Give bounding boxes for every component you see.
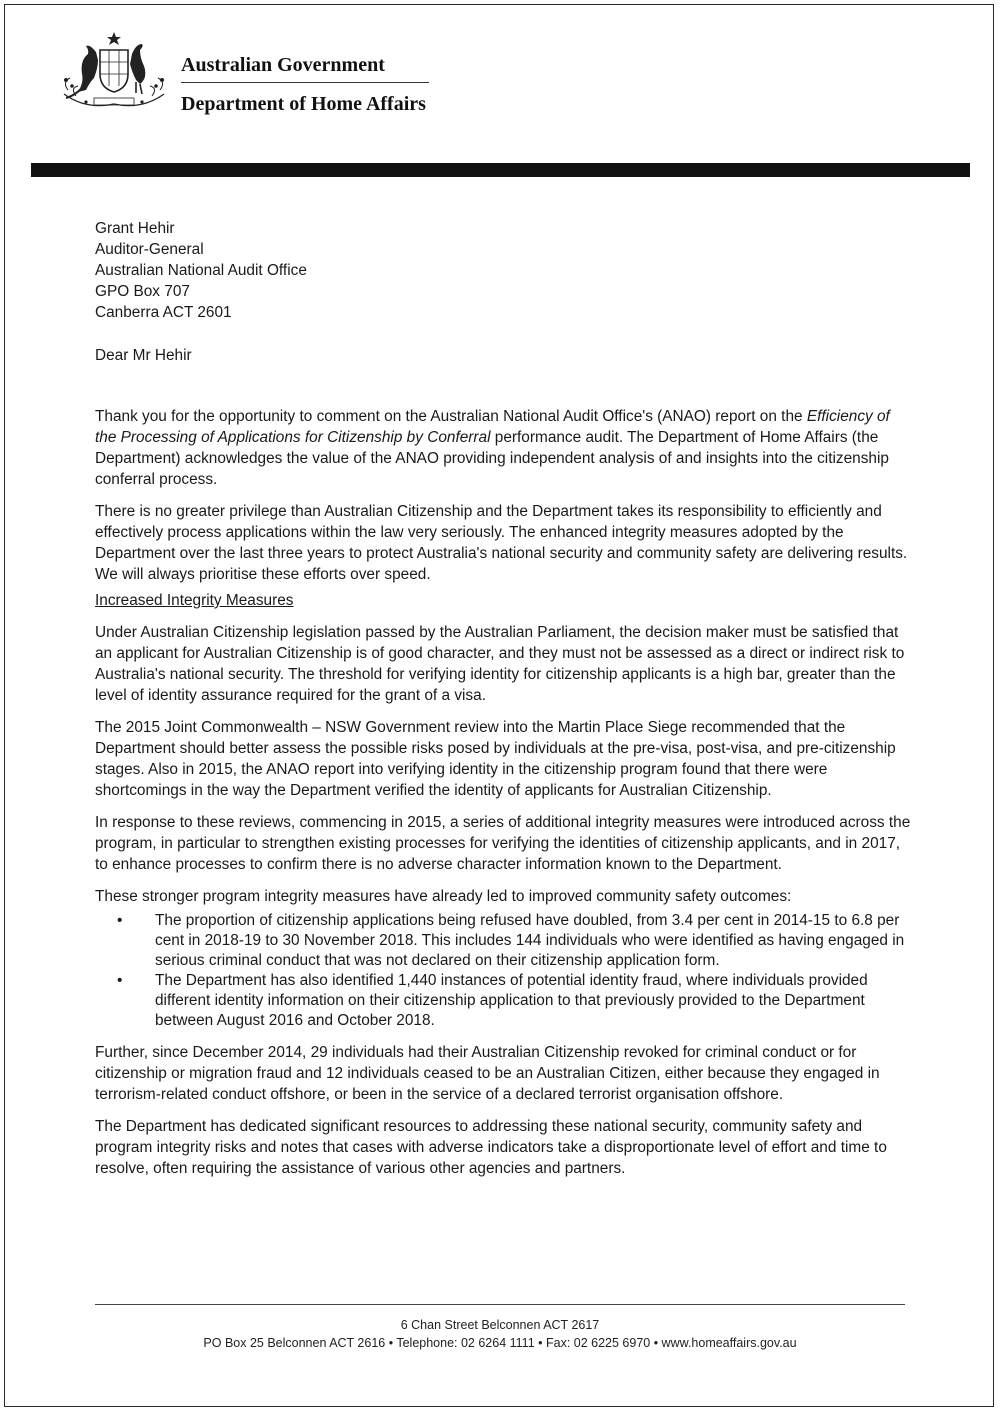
footer-divider: [95, 1304, 905, 1305]
list-item: • The proportion of citizenship applications being refused have doubled, from 3.4 per cent in 2014-15 to 6.8 per cent in 2018-19 to 30 November 2018. This includes 144 individuals who were identified as having engaged in serious criminal conduct that was not declared on their citizenship application form.: [155, 911, 915, 971]
coat-of-arms-logo: [56, 30, 172, 116]
letter-body: [95, 218, 915, 1179]
paragraph: There is no greater privilege than Australian Citizenship and the Department takes its responsibility to efficiently and effectively process applications within the law very seriously. The enhanced integrity measures adopted by the Department over the last three years to protect Australia's national security and community safety are delivering results. We will always prioritise these efforts over speed.: [95, 503, 908, 583]
report-title: Efficiency of the Processing of Applications for Citizenship by Conferral: [95, 408, 890, 446]
recipient-address: [95, 218, 915, 323]
recipient-line: GPO Box 707: [95, 283, 190, 300]
paragraph: These stronger program integrity measures have already led to improved community safety outcomes:: [95, 888, 792, 905]
paragraph: The 2015 Joint Commonwealth – NSW Government review into the Martin Place Siege recommended that the Department should better assess the possible risks posed by individuals at the pre-visa, post-visa, and pre-citizenship stages. Also in 2015, the ANAO report into verifying identity in the citizenship program found that there were shortcomings in the way the Department verified the identity of applicants for Australian Citizenship.: [95, 719, 896, 799]
recipient-line: Auditor-General: [95, 241, 204, 258]
government-name: Australian Government: [181, 52, 429, 83]
salutation: Dear Mr Hehir: [95, 347, 192, 364]
paragraph: Further, since December 2014, 29 individuals had their Australian Citizenship revoked for criminal conduct or for citizenship or migration fraud and 12 individuals ceased to be an Australian Citizen, either because they engaged in terrorism-related conduct offshore, or been in the service of a declared terrorist organisation offshore.: [95, 1044, 880, 1103]
list-item: • The Department has also identified 1,440 instances of potential identity fraud, where individuals provided different identity information on their citizenship application to that previously provided to the Department between August 2016 and October 2018.: [155, 971, 915, 1031]
footer-contact-details: PO Box 25 Belconnen ACT 2616 • Telephone: 02 6264 1111 • Fax: 02 6225 6970 • www.homeaffairs.gov.au: [203, 1336, 797, 1350]
header-bar: [31, 163, 970, 177]
section-heading: Increased Integrity Measures: [95, 592, 294, 609]
recipient-line: Canberra ACT 2601: [95, 304, 232, 321]
recipient-line: Grant Hehir: [95, 220, 175, 237]
recipient-line: Australian National Audit Office: [95, 262, 307, 279]
bullet-list: [95, 911, 915, 1031]
footer-street-address: 6 Chan Street Belconnen ACT 2617: [400, 1318, 600, 1332]
department-name: Department of Home Affairs: [181, 93, 426, 115]
paragraph: Thank you for the opportunity to comment on the Australian National Audit Office's (ANAO) report on the Efficiency of the Processing of Applications for Citizenship by Conferral performance audit. The Department of Home Affairs (the Department) acknowledges the value of the ANAO providing independent analysis of and insights into the citizenship conferral process.: [95, 408, 890, 488]
paragraph: Under Australian Citizenship legislation passed by the Australian Parliament, the decision maker must be satisfied that an applicant for Australian Citizenship is of good character, and they must not be assessed as a direct or indirect risk to Australia's national security. The threshold for verifying identity for citizenship applicants is a high bar, greater than the level of identity assurance required for the grant of a visa.: [95, 624, 905, 704]
paragraph: In response to these reviews, commencing in 2015, a series of additional integrity measures were introduced across the program, in particular to strengthen existing processes for verifying the identities of citizenship applicants, and in 2017, to enhance processes to confirm there is no adverse character information known to the Department.: [95, 814, 911, 873]
footer: [0, 1316, 1000, 1352]
paragraph: The Department has dedicated significant resources to addressing these national security, community safety and program integrity risks and notes that cases with adverse indicators take a disproportionate level of effort and time to resolve, often requiring the assistance of various other agencies and partners.: [95, 1118, 887, 1177]
agency-name-block: [181, 52, 429, 117]
